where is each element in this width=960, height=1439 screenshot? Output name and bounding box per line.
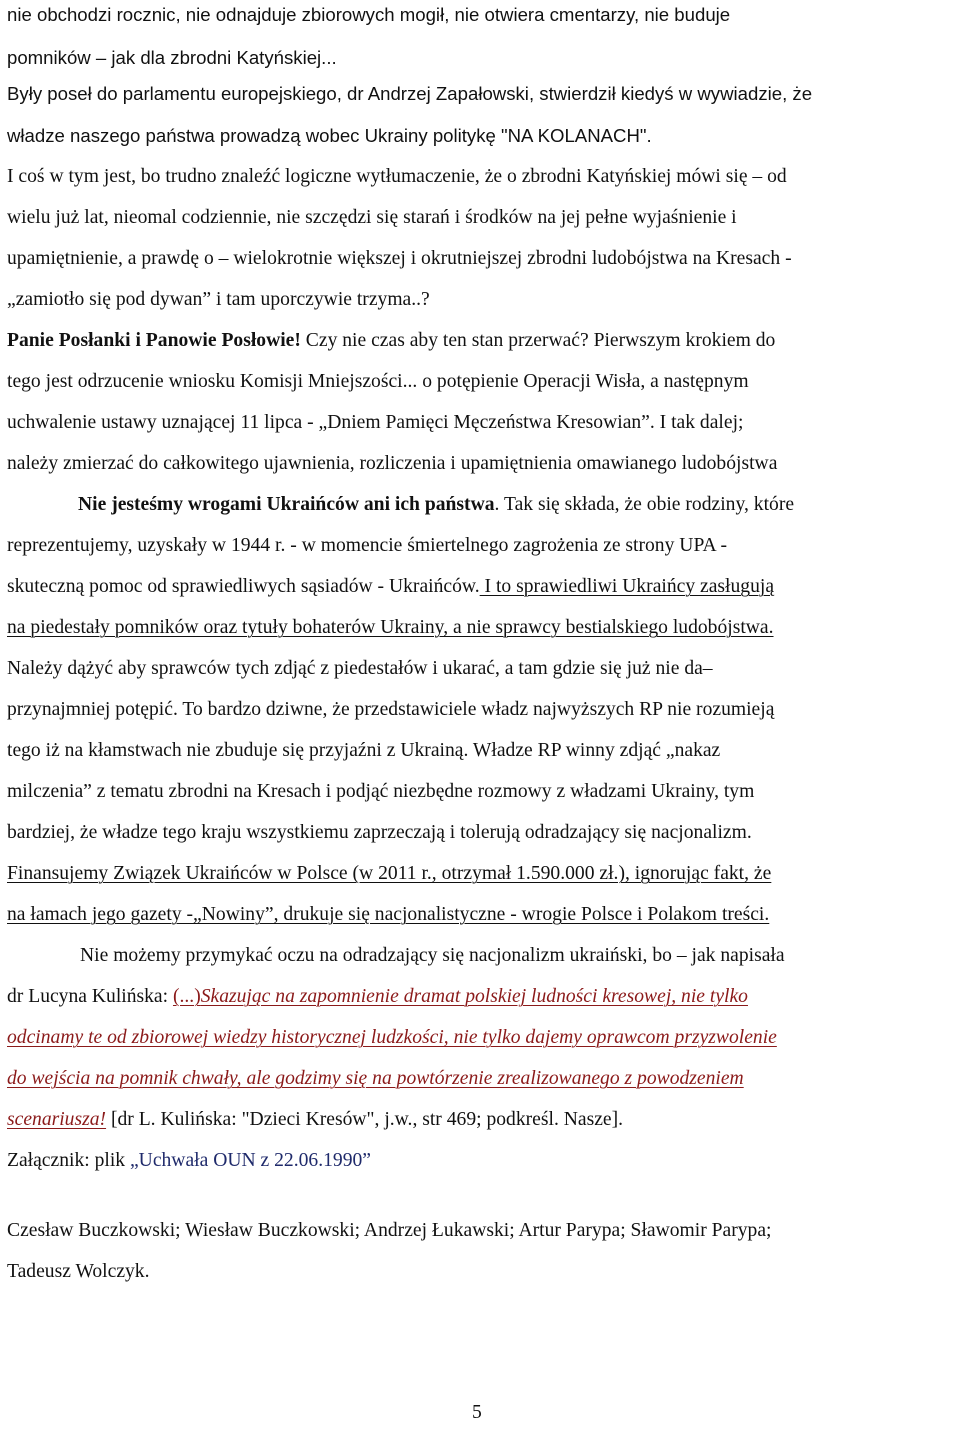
text-line: tego jest odrzucenie wniosku Komisji Mniejszości... o potępienie Operacji Wisła, a następnym — [7, 371, 749, 392]
page-number: 5 — [472, 1402, 482, 1423]
authors-line: Tadeusz Wolczyk. — [7, 1261, 150, 1282]
quote-line: do wejścia na pomnik chwały, ale godzimy się na powtórzenie zrealizowanego z powodzeniem — [7, 1068, 744, 1089]
text-line — [7, 328, 775, 354]
text-line: Nie możemy przymykać oczu na odradzający się nacjonalizm ukraiński, bo – jak napisała — [80, 945, 785, 966]
text-line: przynajmniej potępić. To bardzo dziwne, że przedstawiciele władz najwyższych RP nie rozumieją — [7, 699, 775, 720]
attachment-line — [7, 1148, 371, 1174]
text-line — [78, 492, 794, 518]
text-line: reprezentujemy, uzyskały w 1944 r. - w momencie śmiertelnego zagrożenia ze strony UPA - — [7, 535, 728, 556]
text-line: Były poseł do parlamentu europejskiego, dr Andrzej Zapałowski, stwierdził kiedyś w wywiadzie, że — [7, 83, 813, 104]
text-span: skuteczną pomoc od sprawiedliwych sąsiadów - Ukraińców. — [7, 576, 480, 597]
underlined-text: I to sprawiedliwi Ukraińcy zasługują — [479, 576, 775, 597]
text-line — [7, 574, 774, 600]
underlined-line: na piedestały pomników oraz tytuły bohaterów Ukrainy, a nie sprawcy bestialskiego ludobójstwa. — [7, 617, 774, 638]
text-line: wielu już lat, nieomal codziennie, nie szczędzi się starań i środków na jej pełne wyjaśnienie i — [7, 207, 737, 228]
text-line — [7, 1107, 623, 1133]
citation: [dr L. Kulińska: "Dzieci Kresów", j.w., str 469; podkreśl. Nasze]. — [106, 1109, 624, 1130]
text-line: nie obchodzi rocznic, nie odnajduje zbiorowych mogił, nie otwiera cmentarzy, nie buduje — [7, 4, 731, 25]
text-line — [7, 984, 748, 1010]
text-line: władze naszego państwa prowadzą wobec Ukrainy politykę "NA KOLANACH". — [7, 125, 652, 146]
underlined-line: na łamach jego gazety -„Nowiny”, drukuje się nacjonalistyczne - wrogie Polsce i Polakom treści. — [7, 904, 770, 925]
underlined-line: Finansujemy Związek Ukraińców w Polsce (w 2011 r., otrzymał 1.590.000 zł.), ignorując fakt, że — [7, 863, 772, 884]
text-span: Czy nie czas aby ten stan przerwać? Pierwszym krokiem do — [300, 330, 776, 351]
quote-text: scenariusza! — [7, 1109, 107, 1130]
text-line: milczenia” z tematu zbrodni na Kresach i podjąć niezbędne rozmowy z władzami Ukrainy, tym — [7, 781, 755, 802]
text-line: I coś w tym jest, bo trudno znaleźć logiczne wytłumaczenie, że o zbrodni Katyńskiej mówi się – od — [7, 166, 787, 187]
quote-text: Skazując na zapomnienie dramat polskiej ludności kresowej, nie tylko — [200, 986, 748, 1007]
quote-line: odcinamy te od zbiorowej wiedzy historycznej ludzkości, nie tylko dajemy oprawcom przyzwolenie — [7, 1027, 777, 1048]
text-line: bardziej, że władze tego kraju wszystkiemu zaprzeczają i tolerują odradzający się nacjonalizm. — [7, 822, 752, 843]
text-line: „zamiotło się pod dywan” i tam uporczywie trzyma..? — [7, 289, 430, 310]
text-span: . Tak się składa, że obie rodziny, które — [494, 494, 795, 515]
quote-text: (...) — [172, 986, 201, 1007]
text-line: uchwalenie ustawy uznającej 11 lipca - „Dniem Pamięci Męczeństwa Kresowian”. I tak dalej; — [7, 412, 744, 433]
text-line: należy zmierzać do całkowitego ujawnienia, rozliczenia i upamiętnienia omawianego ludobójstwa — [7, 453, 778, 474]
attachment-label: Załącznik: plik — [7, 1150, 130, 1171]
attachment-file-link[interactable]: „Uchwała OUN z 22.06.1990” — [129, 1150, 372, 1171]
text-line: upamiętnienie, a prawdę o – wielokrotnie większej i okrutniejszej zbrodni ludobójstwa na Kresach - — [7, 248, 792, 269]
text-line: Należy dążyć aby sprawców tych zdjąć z piedestałów i ukarać, a tam gdzie się już nie da– — [7, 658, 713, 679]
authors-line: Czesław Buczkowski; Wiesław Buczkowski; Andrzej Łukawski; Artur Parypa; Sławomir Parypa; — [7, 1220, 772, 1241]
text-line: pomników – jak dla zbrodni Katyńskiej... — [7, 47, 337, 68]
text-span: dr Lucyna Kulińska: — [7, 986, 173, 1007]
text-line: tego iż na kłamstwach nie zbuduje się przyjaźni z Ukrainą. Władze RP winny zdjąć „nakaz — [7, 740, 721, 761]
bold-statement: Nie jesteśmy wrogami Ukraińców ani ich państwa — [78, 494, 495, 515]
bold-appeal: Panie Posłanki i Panowie Posłowie! — [7, 330, 301, 351]
